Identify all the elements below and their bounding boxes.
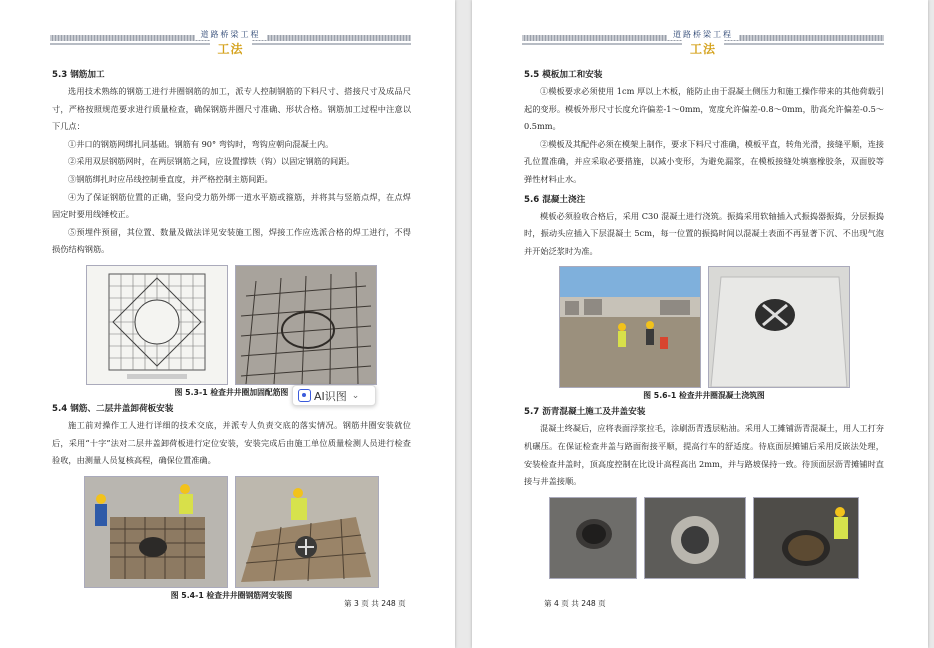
ai-scan-icon [298,389,311,402]
page-number: 第 4 页 共 248 页 [544,599,606,608]
paragraph: ①井口的钢筋网绑扎同基础。钢筋有 90° 弯钩时，弯钩应朝向混凝土内。 [68,138,334,149]
paragraph: ③钢筋绑扎时应吊线控制垂直度，并严格控制主筋间距。 [68,173,273,184]
rebar-drawing-image [86,265,228,385]
concrete-pour-photo-1 [559,266,701,388]
figure-row [524,266,884,388]
paragraph: 施工前对操作工人进行详细的技术交底，并派专人负责交底的落实情况。钢筋井圈安装就位后，采用“十字”法对二层井盖卸荷板进行定位安装，安装完成后由施工单位质量检测人员进行检查验收，由测量人员复核高程，确保位置准确。 [52,419,411,466]
paragraph: ④为了保证钢筋位置的正确，竖向受力筋外绑一道水平筋或箍筋，并将其与竖筋点焊，在点焊固定时要用线锤校正。 [52,191,411,220]
chevron-down-icon[interactable]: ⌄ [351,390,360,401]
construction-photo-icon [236,477,378,587]
asphalt-well-icon [754,498,858,578]
ai-recognize-button[interactable] [292,385,376,406]
asphalt-photo-2 [644,497,746,579]
figure-caption: 图 5.4-1 检查井井圈钢筋网安装图 [170,590,293,600]
paragraph: ⑤预埋件预留，其位置、数量及做法详见安装施工图，焊接工作应选派合格的焊工进行，不得损伤结构钢筋。 [52,226,411,255]
page-header [50,28,411,54]
asphalt-photo-1 [549,497,637,579]
header-logo: 工法 [209,40,251,57]
rebar-mesh-photo [235,265,377,385]
section-heading: 5.6 混凝土浇注 [524,194,586,205]
rebar-drawing-icon [87,266,227,384]
header-logo: 工法 [682,40,724,57]
rebar-mesh-icon [236,266,376,384]
section-heading: 5.4 钢筋、二层井盖卸荷板安装 [52,403,174,414]
page-number: 第 3 页 共 248 页 [344,599,406,608]
ai-button-label: AI识图 [314,389,347,403]
paragraph: ②模板及其配件必须在模架上制作，要求下料尺寸准确，模板平直，转角光滑，接缝平顺，连接孔位置准确，并应采取必要措施，以减小变形，为避免漏浆，在模板接缝处填塞橡胶条，双面胶等弹性材料止水。 [524,138,884,184]
paragraph: 混凝土终凝后，应将表面浮浆拉毛，涂刷沥青透层粘油。采用人工摊铺沥青混凝土，用人工打夯机碾压。在保证检查井盖与路面衔接平顺，提高行车的舒适度。待底面层摊铺后采用反嵌法处理，安装检查井盖时，顶高度控制在比设计高程高出 2mm，并与路坡保持一致。待顶面层沥青摊铺时直接与井盖接顺。 [524,423,884,487]
construction-photo-icon [709,267,849,387]
asphalt-well-icon [550,498,636,578]
paragraph: ②采用双层钢筋网时，在两层钢筋之间，应设置撑铁（钩）以固定钢筋的间距。 [68,156,355,167]
workers-install-photo-1 [84,476,228,588]
section-heading: 5.5 模板加工和安装 [524,70,603,80]
construction-photo-icon [85,477,227,587]
paragraph: ①模板要求必须使用 1cm 厚以上木板，能防止由于混凝土侧压力和施工操作带来的其他荷载引起的变形。模板外形尺寸长度允许偏差-1～0mm，宽度允许偏差-0.8～0mm，肋高允许偏差-0.5～0.5mm。 [524,86,884,132]
page-content [524,64,884,581]
page-content [52,64,411,605]
header-title: 道路桥梁工程 [667,29,739,40]
document-page-right [472,0,928,648]
figure-row [52,265,411,385]
figure-row [524,497,884,579]
concrete-pour-photo-2 [708,266,850,388]
page-header [522,28,884,54]
header-title: 道路桥梁工程 [195,29,267,40]
figure-row [52,476,411,588]
document-page-left [0,0,455,648]
construction-photo-icon [560,267,700,387]
section-heading: 5.7 沥青混凝土施工及井盖安装 [524,407,646,418]
section-heading: 5.3 钢筋加工 [52,70,105,80]
figure-caption: 图 5.3-1 检查井井圈加固配筋图 [174,387,289,397]
workers-install-photo-2 [235,476,379,588]
asphalt-well-icon [645,498,745,578]
figure-caption: 图 5.6-1 检查井井圈混凝土浇筑图 [643,391,765,401]
paragraph: 选用技术熟练的钢筋工进行井圈钢筋的加工，派专人控制钢筋的下料尺寸、搭接尺寸及成品尺寸，严格按照规范要求进行质量检查，确保钢筋井圈尺寸准确、形状合格。钢筋加工过程中注意以下几点： [52,86,411,132]
paragraph: 模板必须验收合格后，采用 C30 混凝土进行浇筑。振捣采用软轴插入式振捣器振捣，分层振捣时，振动头应插入下层混凝土 5cm，每一位置的振捣时间以混凝土表面不再显著下沉、不出现气泡并开始泛浆时为准。 [524,210,884,256]
asphalt-photo-3 [753,497,859,579]
